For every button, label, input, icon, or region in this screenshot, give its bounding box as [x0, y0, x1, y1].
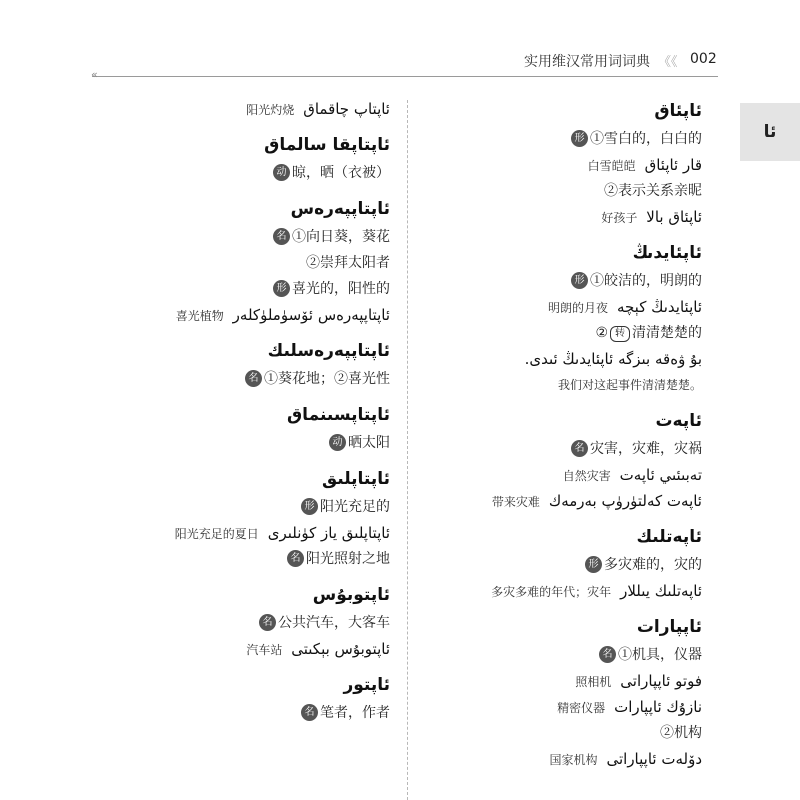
definition-text: 晾，晒（衣被） [292, 165, 390, 181]
example-line [432, 294, 702, 320]
usage-tag: 转 [610, 326, 630, 342]
entry-spacer [432, 514, 702, 522]
part-of-speech-badge: 名 [259, 614, 276, 631]
entry-spacer [432, 230, 702, 238]
entry-spacer [100, 186, 390, 194]
definition-text: ②表示关系亲昵 [604, 183, 702, 199]
sense-number: ② [595, 325, 608, 341]
definition-text: ②崇拜太阳者 [306, 255, 390, 271]
example-line [100, 96, 390, 122]
definition-text: ①葵花地；②喜光性 [264, 371, 390, 387]
example-uyghur: ئاپەت كەلتۈرۈپ بەرمەك [548, 492, 702, 510]
running-header-title: 实用维汉常用词词典 [524, 54, 650, 70]
entry-spacer [100, 572, 390, 580]
headword: ئاپتاپپەرەس [290, 199, 390, 219]
headword: ئاپئاق [654, 101, 702, 121]
definition-text: 晒太阳 [348, 435, 390, 451]
sense-line [100, 224, 390, 250]
page-number: 002 [690, 51, 717, 67]
column-divider [407, 100, 408, 800]
example-translation: 白雪皑皑 [587, 159, 636, 173]
sense-line [432, 126, 702, 152]
sense-line [100, 546, 390, 572]
definition-text: ②机构 [660, 725, 702, 741]
example-translation: 明朗的月夜 [548, 301, 609, 315]
example-translation: 多灾多难的年代；灾年 [491, 585, 612, 599]
example-line [100, 302, 390, 328]
example-translation: 带来灾难 [491, 495, 540, 509]
headword: ئاپتاپقا سالماق [264, 135, 390, 155]
sense-line [100, 366, 390, 392]
example-translation: 阳光灼烧 [246, 103, 295, 117]
definition-text: ①机具，仪器 [618, 647, 702, 663]
definition-text: 喜光的，阳性的 [292, 281, 390, 297]
example-translation: 喜光植物 [175, 309, 224, 323]
example-line [432, 668, 702, 694]
headword: ئاپتاپسىنماق [286, 405, 390, 425]
part-of-speech-badge: 名 [273, 228, 290, 245]
example-line [100, 636, 390, 662]
sense-line [432, 268, 702, 294]
letter-index-tab-label: ئا [763, 122, 777, 142]
example-translation: 自然灾害 [562, 469, 611, 483]
definition-text: 灾害，灾难，灾祸 [590, 441, 702, 457]
example-translation: 阳光充足的夏日 [174, 527, 259, 541]
part-of-speech-badge: 名 [599, 646, 616, 663]
example-uyghur: دۆلەت ئاپپاراتى [606, 750, 702, 768]
part-of-speech-badge: 形 [571, 272, 588, 289]
sense-line [432, 720, 702, 746]
entry-spacer [432, 398, 702, 406]
part-of-speech-badge: 动 [273, 164, 290, 181]
headword: ئاپتوبۇس [312, 585, 390, 605]
part-of-speech-badge: 动 [329, 434, 346, 451]
example-translation: 好孩子 [601, 211, 638, 225]
definition-text: 多灾难的，灾的 [604, 557, 702, 573]
entry-spacer [100, 456, 390, 464]
example-translation: 汽车站 [246, 643, 283, 657]
example-translation: 我们对这起事件清清楚楚。 [557, 378, 702, 392]
example-line [432, 694, 702, 720]
entry-spacer [100, 392, 390, 400]
example-translation: 精密仪器 [557, 701, 606, 715]
part-of-speech-badge: 名 [287, 550, 304, 567]
sense-line [100, 276, 390, 302]
definition-text: ①皎洁的，明朗的 [590, 273, 702, 289]
header-rule [92, 76, 718, 77]
example-line [432, 746, 702, 772]
example-uyghur: ئاپئاق بالا [646, 208, 702, 226]
sense-line [100, 610, 390, 636]
sense-line [432, 436, 702, 462]
sense-line [100, 494, 390, 520]
part-of-speech-badge: 形 [301, 498, 318, 515]
example-uyghur: ئاپتاپلىق ياز كۈنلىرى [267, 524, 390, 542]
sense-line [100, 250, 390, 276]
sense-line [432, 642, 702, 668]
left-column [100, 96, 390, 726]
part-of-speech-badge: 形 [571, 130, 588, 147]
definition-text: 阳光充足的 [320, 499, 390, 515]
header-left-mark: « [91, 68, 98, 81]
example-line [432, 204, 702, 230]
sense-line [100, 430, 390, 456]
definition-text: 清清楚楚的 [632, 325, 702, 341]
example-translation: 国家机构 [549, 753, 598, 767]
headword: ئاپئايدىڭ [632, 243, 702, 263]
example-uyghur: ئاپتاپ چاقماق [303, 100, 390, 118]
definition-text: 阳光照射之地 [306, 551, 390, 567]
entry-spacer [100, 662, 390, 670]
sense-line [100, 160, 390, 186]
example-line [432, 152, 702, 178]
definition-text: 公共汽车，大客车 [278, 615, 390, 631]
example-line [432, 578, 702, 604]
sense-line [100, 700, 390, 726]
example-uyghur: بۇ ۋەقە بىزگە ئاپئايدىڭ ئىدى. [524, 350, 702, 368]
example-line [432, 488, 702, 514]
example-uyghur: فوتو ئاپپاراتى [620, 672, 702, 690]
definition-text: ①雪白的，白白的 [590, 131, 702, 147]
example-uyghur: تەبىئىي ئاپەت [619, 466, 702, 484]
entry-spacer [432, 604, 702, 612]
example-uyghur: ئاپتوبۇس بېكىتى [291, 640, 390, 658]
header-separator: 《《 [658, 55, 678, 70]
example-line [432, 346, 702, 372]
entry-spacer [100, 122, 390, 130]
example-uyghur: قار ئاپئاق [644, 156, 702, 174]
headword: ئاپپارات [636, 617, 702, 637]
letter-index-tab[interactable] [740, 103, 800, 161]
example-uyghur: ئاپتاپپەرەس ئۆسۈملۈكلەر [232, 306, 390, 324]
example-translation: 照相机 [575, 675, 612, 689]
headword: ئاپەتلىك [636, 527, 702, 547]
definition-text: ①向日葵，葵花 [292, 229, 390, 245]
part-of-speech-badge: 形 [273, 280, 290, 297]
definition-text: 笔者，作者 [320, 705, 390, 721]
sense-line [432, 178, 702, 204]
example-uyghur: ئاپەتلىك يىللار [620, 582, 702, 600]
headword: ئاپتور [343, 675, 390, 695]
right-column [432, 96, 702, 772]
part-of-speech-badge: 形 [585, 556, 602, 573]
entry-spacer [100, 328, 390, 336]
part-of-speech-badge: 名 [245, 370, 262, 387]
headword: ئاپتاپپەرەسلىك [267, 341, 390, 361]
headword: ئاپتاپلىق [321, 469, 390, 489]
example-uyghur: ئاپئايدىڭ كېچە [616, 298, 702, 316]
headword: ئاپەت [655, 411, 702, 431]
example-uyghur: نازۇك ئاپپارات [614, 698, 702, 716]
sense-line [432, 320, 702, 346]
example-line [432, 462, 702, 488]
example-line [432, 372, 702, 398]
part-of-speech-badge: 名 [301, 704, 318, 721]
part-of-speech-badge: 名 [571, 440, 588, 457]
sense-line [432, 552, 702, 578]
example-line [100, 520, 390, 546]
